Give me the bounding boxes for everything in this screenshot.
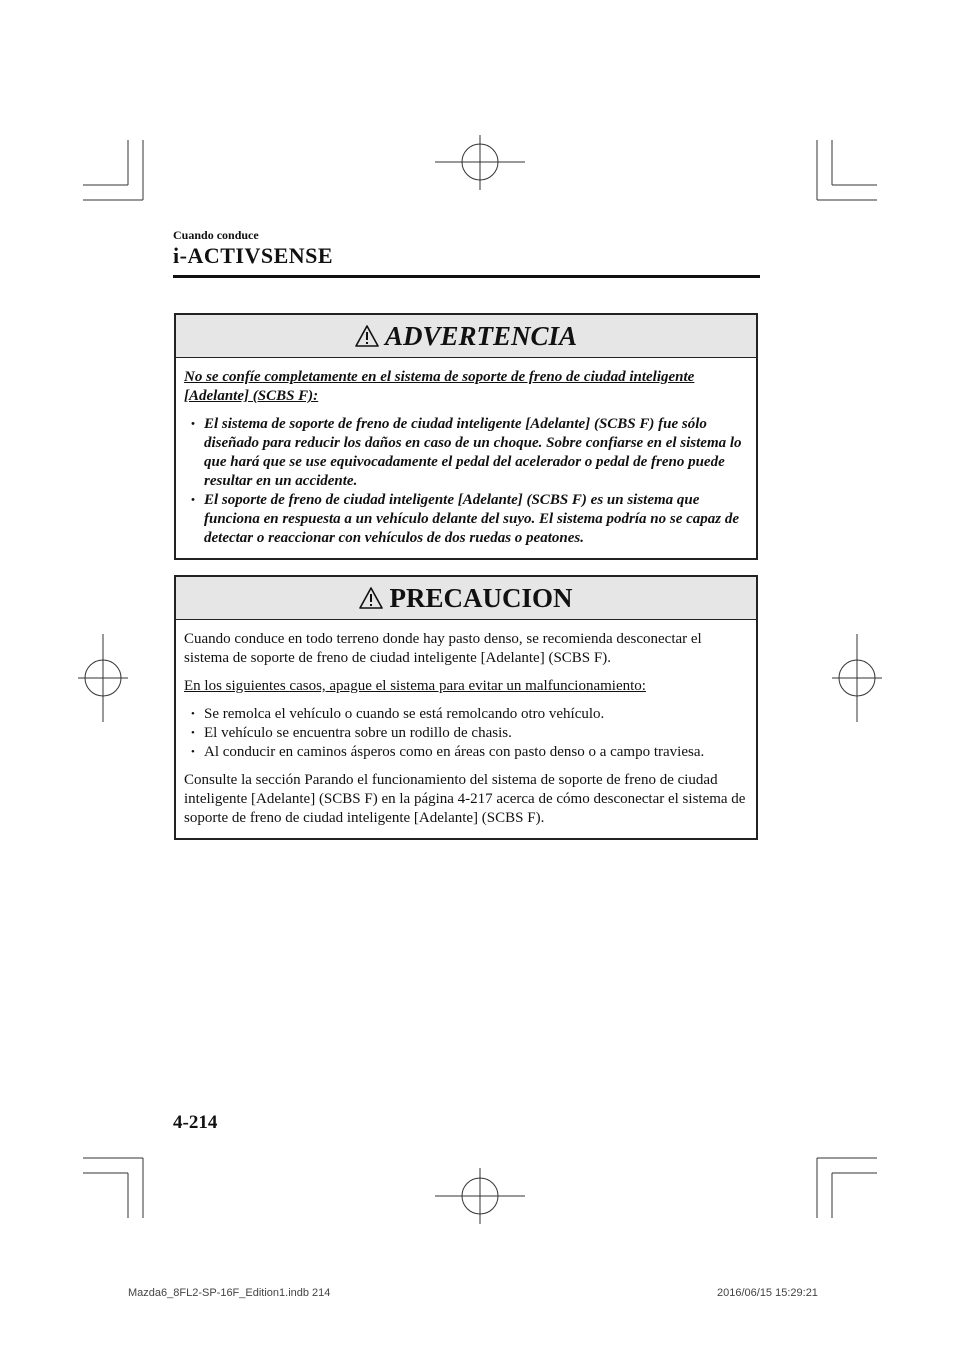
crop-mark-icon xyxy=(817,1158,877,1218)
list-item: • El soporte de freno de ciudad inteligente [Adelante] (SCBS F) es un sistema que funciona en respuesta a un vehículo delante del suyo. El sistema podría no se capaz de detectar o reaccionar con vehículos de dos ruedas o peatones. xyxy=(184,491,748,548)
crop-mark-icon xyxy=(83,140,143,200)
caution-title: PRECAUCION xyxy=(389,582,573,613)
page-number: 4-214 xyxy=(173,1112,218,1133)
registration-target-icon xyxy=(435,1168,525,1224)
caution-reference: Consulte la sección Parando el funcionamiento del sistema de soporte de freno de ciudad inteligente [Adelante] (SCBS F) en la página 4-217 acerca de cómo desconectar el sistema de soporte de freno de ciudad inteligente [Adelante] (SCBS F). xyxy=(184,772,746,826)
list-item: • El vehículo se encuentra sobre un rodillo de chasis. xyxy=(184,724,748,743)
warning-triangle-icon xyxy=(359,587,383,609)
caution-box xyxy=(174,575,758,840)
warning-intro: No se confíe completamente en el sistema de soporte de freno de ciudad inteligente [Adelante] (SCBS F): xyxy=(184,369,695,404)
warning-box xyxy=(174,313,758,560)
caution-header xyxy=(176,577,756,620)
registration-target-icon xyxy=(832,634,882,722)
caution-list xyxy=(184,705,748,762)
page-title: i-ACTIVSENSE xyxy=(173,243,334,268)
header-divider xyxy=(173,275,760,278)
warning-list xyxy=(184,415,748,548)
warning-triangle-icon xyxy=(355,325,379,347)
caution-paragraph: Cuando conduce en todo terreno donde hay pasto denso, se recomienda desconectar el sistema de soporte de freno de ciudad inteligente [Adelante] (SCBS F). xyxy=(184,631,702,666)
caution-list-intro: En los siguientes casos, apague el sistema para evitar un malfuncionamiento: xyxy=(184,678,646,694)
registration-target-icon xyxy=(435,135,525,190)
list-item: • Al conducir en caminos ásperos como en áreas con pasto denso o a campo traviesa. xyxy=(184,743,748,762)
crop-mark-icon xyxy=(83,1158,143,1218)
footer-timestamp: 2016/06/15 15:29:21 xyxy=(717,1287,818,1299)
footer-filename: Mazda6_8FL2-SP-16F_Edition1.indb 214 xyxy=(128,1287,331,1299)
list-item: • El sistema de soporte de freno de ciudad inteligente [Adelante] (SCBS F) fue sólo diseñado para reducir los daños en caso de un choque. Sobre confiarse en el sistema lo que hará que se use equivocadamente el pedal del acelerador o pedal de freno puede resultar en un accidente. xyxy=(184,415,748,491)
caution-body xyxy=(176,620,756,838)
section-label: Cuando conduce xyxy=(173,228,259,242)
warning-header xyxy=(176,315,756,358)
list-item: • Se remolca el vehículo o cuando se está remolcando otro vehículo. xyxy=(184,705,748,724)
crop-mark-icon xyxy=(817,140,877,200)
registration-target-icon xyxy=(78,634,128,722)
warning-title: ADVERTENCIA xyxy=(384,320,578,351)
warning-body xyxy=(176,358,756,558)
